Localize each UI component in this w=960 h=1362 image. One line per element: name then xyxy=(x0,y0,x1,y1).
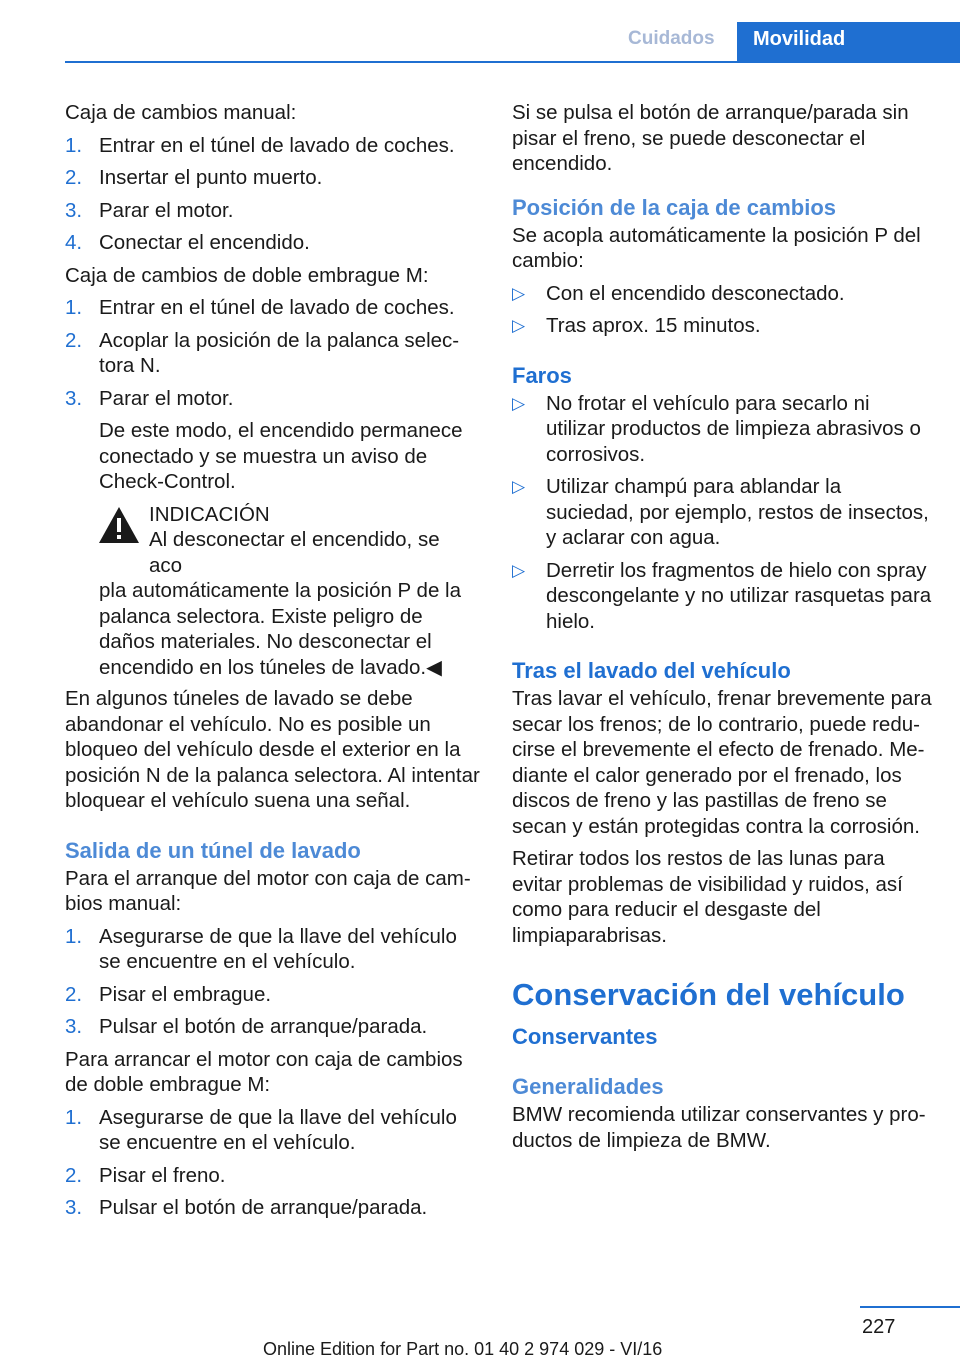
list-item xyxy=(512,474,932,551)
list-item xyxy=(512,558,932,635)
list-text: Pulsar el botón de arranque/parada. xyxy=(99,1196,428,1219)
list-number: 4. xyxy=(65,231,83,254)
list-item xyxy=(65,295,480,321)
list-item xyxy=(65,230,480,256)
list-number: 3. xyxy=(65,198,83,222)
list-text: Derretir los fragmentos de hielo con spray descongelante y no utilizar rasquetas para hielo. xyxy=(546,558,932,633)
heading-tras-lavado: Tras el lavado del vehículo xyxy=(512,658,791,683)
list-item xyxy=(65,165,480,191)
list-text: Pisar el embrague. xyxy=(99,982,272,1006)
list-item xyxy=(65,1195,480,1221)
list-text: Con el encendido desconectado. xyxy=(546,281,845,305)
list-text: Conectar el encendido. xyxy=(99,231,310,254)
list-text: Asegurarse de que la llave del vehículo se encuentre en el vehículo. xyxy=(99,1105,457,1154)
header-rule xyxy=(65,61,960,63)
heading-salida-tunel: Salida de un túnel de lavado xyxy=(65,837,361,863)
triangle-right-icon: ▷ xyxy=(512,283,526,303)
list-number: 1. xyxy=(65,924,83,948)
section-tab-cuidados: Cuidados xyxy=(628,28,715,49)
list-text: Entrar en el túnel de lavado de coches. xyxy=(99,133,455,157)
list-number: 2. xyxy=(65,166,83,189)
section-tab-movilidad xyxy=(737,22,960,62)
warning-triangle-icon xyxy=(98,506,140,544)
paragraph: En algunos túneles de lavado se debe abandonar el vehículo. No es posible un bloqueo del vehículo desde el exterior en la posición N de la palanca selectora. Al intentar bloquear el vehículo suena una señal. xyxy=(65,687,480,812)
paragraph: Caja de cambios de doble embrague M: xyxy=(65,263,429,287)
notice-box xyxy=(65,502,480,681)
list-text: Tras aprox. 15 minutos. xyxy=(546,314,761,337)
heading-conservantes: Conservantes xyxy=(512,1024,658,1049)
list-number: 3. xyxy=(65,386,83,410)
paragraph: Tras lavar el vehículo, frenar brevemente para secar los frenos; de lo contrario, puede reducirse el brevemente el efecto de frenado. Mediante el calor generado por el frenado, los discos de freno y las pastillas de freno se secan y están protegidas contra la corrosión. xyxy=(512,687,932,838)
notice-text: pla automáticamente la posición P de la palanca selectora. Existe peligro de daños materiales. No desconectar el encendido en los túneles de lavado.◀ xyxy=(99,579,462,679)
list-item xyxy=(65,386,480,412)
heading-conservacion-vehiculo: Conservación del vehículo xyxy=(512,977,905,1012)
edition-note: Online Edition for Part no. 01 40 2 974 029 - VI/16 xyxy=(263,1339,663,1359)
notice-text-first-line: Al desconectar el encendido, se aco xyxy=(149,528,440,577)
numbered-list-start-manual xyxy=(65,924,480,1040)
list-text: Entrar en el túnel de lavado de coches. xyxy=(99,296,455,319)
paragraph: Retirar todos los restos de las lunas para evitar problemas de visibilidad y ruidos, así como para reducir el desgaste del limpiaparabrisas. xyxy=(512,847,903,947)
list-item xyxy=(512,281,932,307)
right-column xyxy=(512,100,932,1160)
list-number: 2. xyxy=(65,328,83,352)
paragraph: Para arrancar el motor con caja de cambios de doble embrague M: xyxy=(65,1047,463,1096)
list-item xyxy=(65,924,480,975)
bullet-list-faros xyxy=(512,391,932,635)
paragraph: Para el arranque del motor con caja de cambios manual: xyxy=(65,866,471,915)
list-text: Parar el motor. xyxy=(99,198,234,222)
list-item xyxy=(512,313,932,339)
list-text: Parar el motor. xyxy=(99,386,234,410)
list-text: Acoplar la posición de la palanca selectora N. xyxy=(99,328,460,377)
paragraph: Caja de cambios manual: xyxy=(65,101,297,124)
list-text: Pulsar el botón de arranque/parada. xyxy=(99,1015,428,1038)
triangle-right-icon: ▷ xyxy=(512,477,526,496)
list-text: No frotar el vehículo para secarlo ni utilizar productos de limpieza abrasivos o corrosivos. xyxy=(546,391,921,466)
list-text: Pisar el freno. xyxy=(99,1163,226,1187)
list-item xyxy=(65,1014,480,1040)
list-number: 1. xyxy=(65,133,83,157)
list-number: 2. xyxy=(65,982,83,1006)
numbered-list-manual xyxy=(65,133,480,256)
footer-rule xyxy=(860,1306,960,1308)
page-header xyxy=(0,0,960,62)
list-item xyxy=(65,982,480,1008)
numbered-list-start-dct xyxy=(65,1105,480,1221)
triangle-right-icon: ▷ xyxy=(512,393,526,413)
list-item xyxy=(65,198,480,224)
heading-generalidades: Generalidades xyxy=(512,1074,664,1099)
paragraph: Se acopla automáticamente la posición P del cambio: xyxy=(512,223,921,272)
list-item xyxy=(512,391,932,468)
paragraph: BMW recomienda utilizar conservantes y productos de limpieza de BMW. xyxy=(512,1103,926,1152)
list-number: 2. xyxy=(65,1163,83,1187)
list-number: 1. xyxy=(65,296,83,319)
list-sub-paragraph: De este modo, el encendido permanece conectado y se muestra un aviso de Check-Control. xyxy=(99,419,463,493)
list-text: Asegurarse de que la llave del vehículo se encuentre en el vehículo. xyxy=(99,924,457,973)
heading-posicion-caja: Posición de la caja de cambios xyxy=(512,194,837,220)
list-item xyxy=(65,133,480,159)
list-number: 3. xyxy=(65,1196,83,1219)
list-number: 1. xyxy=(65,1105,83,1129)
list-item xyxy=(65,1105,480,1156)
numbered-list-dct xyxy=(65,295,480,411)
list-text: Utilizar champú para ablandar la suciedad, por ejemplo, restos de insectos, y aclarar con agua. xyxy=(546,475,929,549)
paragraph: Si se pulsa el botón de arranque/parada sin pisar el freno, se puede desconectar el encendido. xyxy=(512,101,909,175)
bullet-list-posicion xyxy=(512,281,932,339)
list-text: Insertar el punto muerto. xyxy=(99,166,323,189)
list-item xyxy=(65,1163,480,1189)
triangle-right-icon: ▷ xyxy=(512,316,526,335)
list-item xyxy=(65,328,480,379)
list-number: 3. xyxy=(65,1015,83,1038)
page-number: 227 xyxy=(862,1316,896,1338)
left-column xyxy=(65,100,480,1228)
heading-faros: Faros xyxy=(512,362,572,388)
triangle-right-icon: ▷ xyxy=(512,560,526,580)
notice-title: INDICACIÓN xyxy=(149,502,270,526)
section-tab-movilidad-label: Movilidad xyxy=(753,28,846,50)
